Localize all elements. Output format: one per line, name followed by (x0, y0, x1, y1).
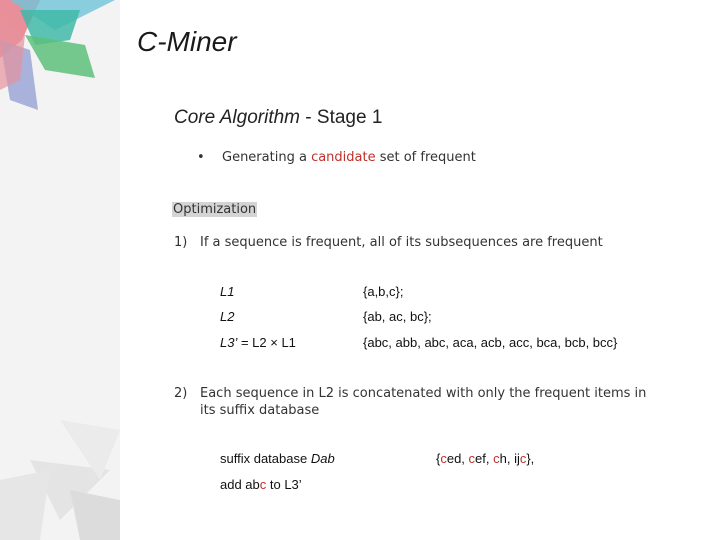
item2-line2: its suffix database (200, 403, 320, 418)
table-row-2-label (220, 309, 234, 324)
suffix-part-red: c (468, 451, 476, 466)
table-row-1-value: {a,b,c}; (363, 284, 404, 299)
section-title-stage: Stage 1 (316, 107, 383, 128)
suffix-part-red: c (519, 451, 527, 466)
bullet-text (222, 150, 476, 165)
table-row-3-value: {abc, abb, abc, aca, acb, acc, bca, bcb, bcc} (363, 335, 618, 350)
suffix-part: h, ij (499, 451, 520, 466)
l3-label-rest: = L2 × L1 (237, 335, 296, 350)
suffix-part: ef, (475, 451, 494, 466)
candidate-highlight: candidate (311, 150, 376, 165)
l1-label: L1 (220, 284, 235, 299)
suffix-database-label (220, 451, 335, 466)
item1-number: 1) (174, 235, 188, 250)
item1-text: If a sequence is frequent, all of its subsequences are frequent (200, 235, 603, 250)
suffix-label-pre: suffix database (220, 451, 311, 466)
suffix-part: { (436, 451, 441, 466)
decorative-leaf-graphic (0, 0, 120, 540)
slide-title: C-Miner (137, 26, 237, 57)
l2-label: L2 (220, 309, 235, 324)
add-to-l3-text (220, 477, 302, 492)
optimization-label-text: Optimization (173, 202, 257, 217)
suffix-database-value (436, 451, 534, 466)
add-text-pre: add ab (220, 477, 260, 492)
bullet-text-pre: Generating a (222, 150, 312, 165)
table-row-2-value: {ab, ac, bc}; (363, 309, 432, 324)
item2-line1: Each sequence in L2 is concatenated with only the frequent items in (200, 386, 647, 401)
add-text-red: c (259, 477, 267, 492)
section-title-separator: - (300, 107, 317, 128)
section-title (174, 107, 382, 129)
suffix-part-red: c (493, 451, 500, 466)
suffix-part: }, (526, 451, 535, 466)
item2-number: 2) (174, 386, 188, 401)
add-text-post: to L3’ (266, 477, 302, 492)
section-title-italic: Core Algorithm (174, 107, 301, 128)
bullet-text-post: set of frequent (375, 150, 476, 165)
l3-label-italic: L3’ (220, 335, 238, 350)
bullet-marker: • (197, 150, 205, 165)
table-row-3-label (220, 335, 296, 350)
suffix-part: ed, (446, 451, 469, 466)
suffix-part-red: c (440, 451, 447, 466)
optimization-label (172, 202, 257, 217)
suffix-label-italic: Dab (310, 451, 335, 466)
table-row-1-label (220, 284, 234, 299)
